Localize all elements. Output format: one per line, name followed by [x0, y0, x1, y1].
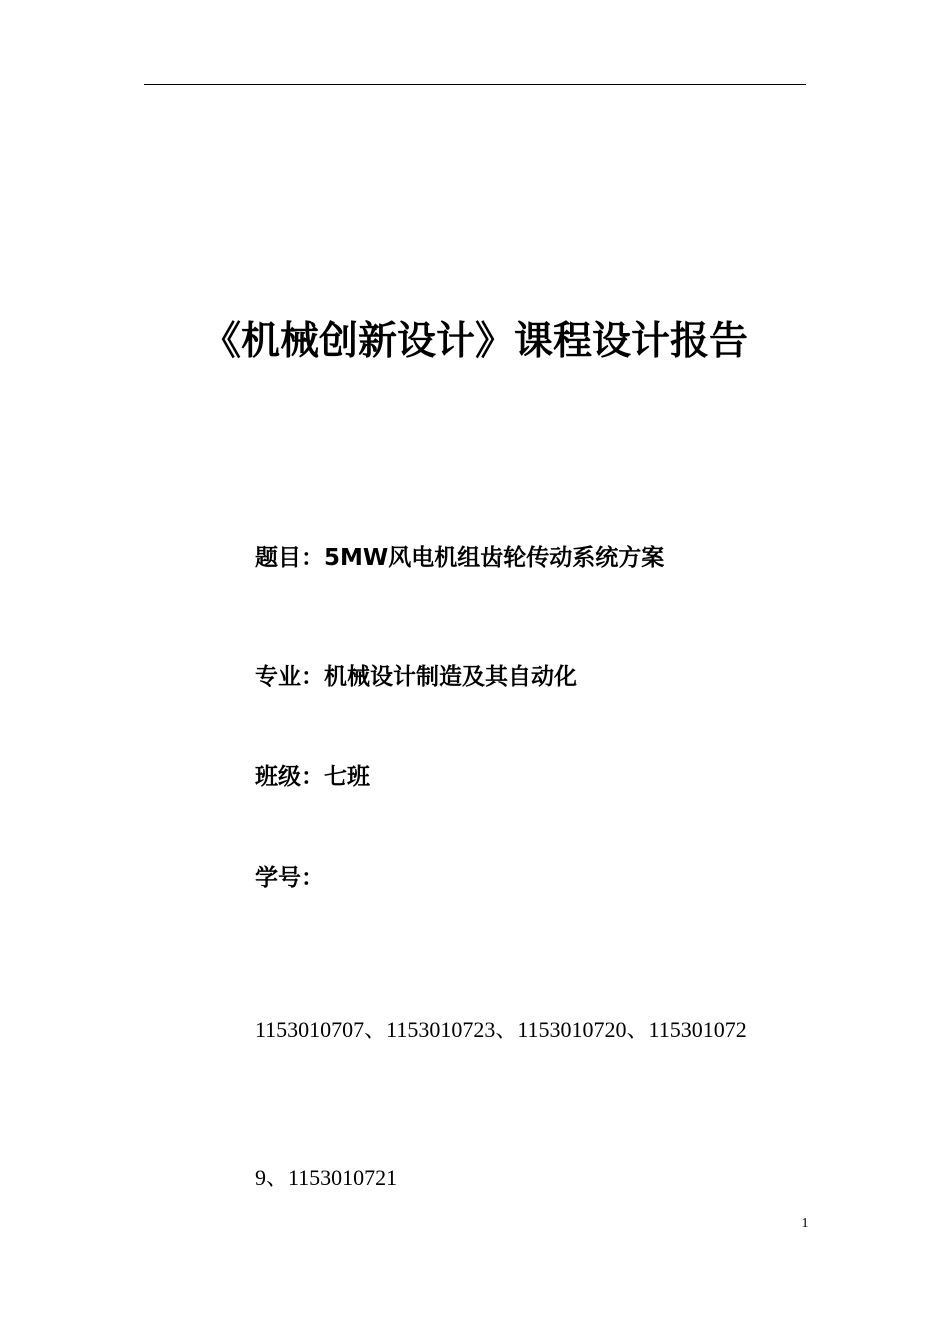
report-title: 《机械创新设计》课程设计报告	[201, 319, 748, 364]
student-id-list-line-1: 1153010707、1153010723、1153010720、115301072	[255, 1017, 747, 1042]
page-number: 1	[801, 1216, 809, 1231]
header-rule	[144, 84, 806, 85]
student-id-label: 学号：	[255, 865, 324, 891]
major-field: 专业：机械设计制造及其自动化	[255, 664, 577, 690]
student-id-list-line-2: 9、1153010721	[255, 1165, 398, 1190]
topic-field: 题目：5MW风电机组齿轮传动系统方案	[255, 545, 665, 571]
class-field: 班级：七班	[255, 764, 370, 790]
